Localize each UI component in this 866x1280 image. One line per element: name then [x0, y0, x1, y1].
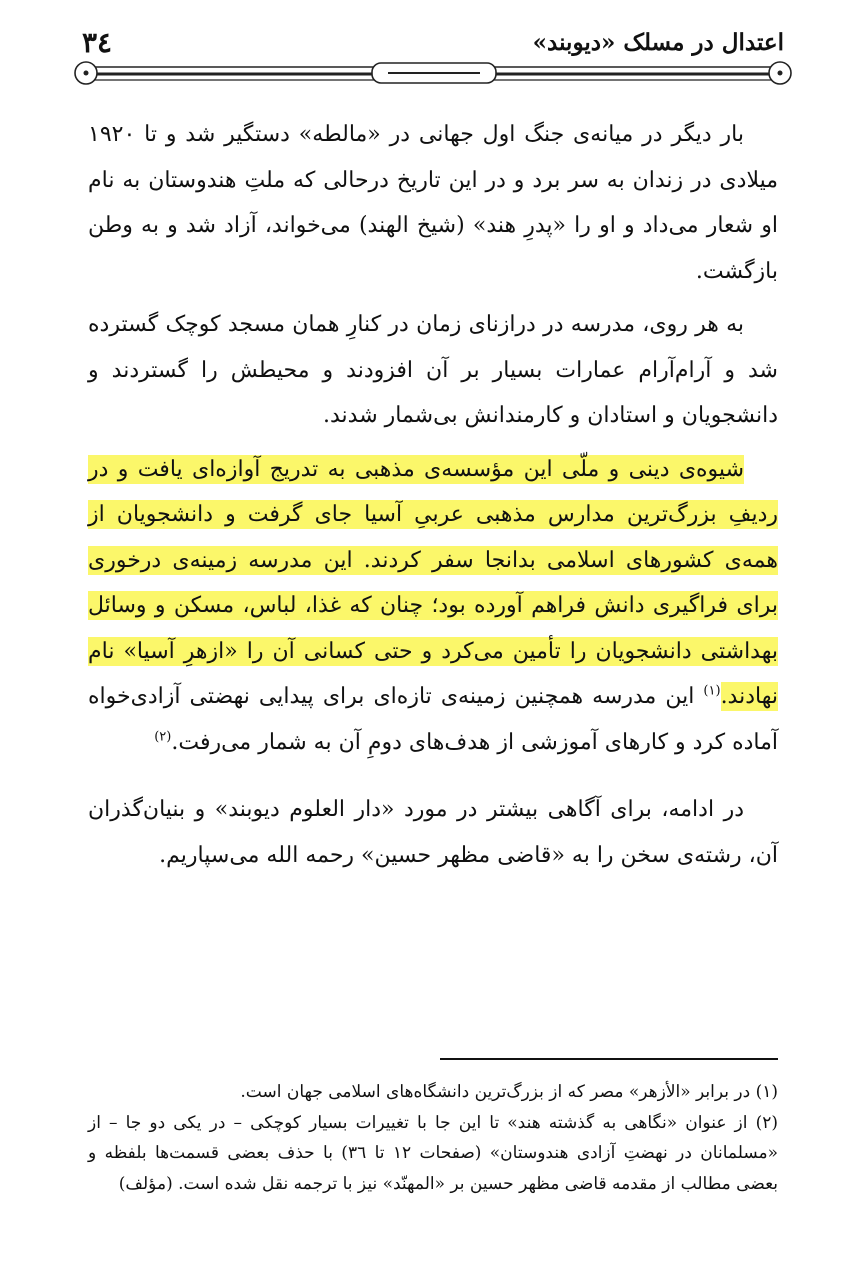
- body-text: [88, 112, 778, 878]
- footnote-1: (١) در برابر «الأزهر» مصر که از بزرگ‌ترین دانشگاه‌های اسلامی جهان است.: [240, 1082, 778, 1102]
- running-title: اعتدال در مسلک «دیوبند»: [532, 28, 784, 56]
- ornamental-header-rule: [72, 58, 794, 86]
- footnote-ref-1[interactable]: (١): [703, 683, 721, 699]
- footnote-ref-2[interactable]: (٢): [154, 729, 172, 745]
- paragraph-2: به هر روی، مدرسه در درازنای زمان در کنارِ همان مسجد کوچک گسترده شد و آرام‌آرام عمارات بسیار بر آن افزودند و محیطش را گستردند و دانشجویان و استادان و کارمندانش بی‌شمار شدند.: [88, 312, 778, 428]
- page-number: ٣٤: [82, 25, 113, 59]
- footnote-separator: [440, 1058, 778, 1060]
- page-header: [82, 22, 784, 62]
- paragraph-4: در ادامه، برای آگاهی بیشتر در مورد «دار العلوم دیوبند» و بنیان‌گذران آن، رشته‌ی سخن را به «قاضی مظهر حسین» رحمه الله می‌سپاریم.: [88, 797, 778, 868]
- paragraph-3-rest: این مدرسه همچنین زمینه‌ی تازه‌ای برای پیدایی نهضتی آزادی‌خواه آماده کرد و کارهای آموزشی از هدف‌های دومِ آن به شمار می‌رفت.: [88, 684, 778, 755]
- footnote-2: (٢) از عنوان «نگاهی به گذشته هند» تا این جا با تغییرات بسیار کوچکی – در یکی دو جا – از «مسلمانان در نهضتِ آزادی هندوستان» (صفحات ١٢ تا ٣٦) با حذف بعضی قسمت‌ها بلفظه و بعضی مطالب از مقدمه قاضی مظهر حسین بر «المهنّد» نیز با ترجمه نقل شده است. (مؤلف): [88, 1112, 778, 1194]
- paragraph-3: [88, 447, 778, 766]
- paragraph-1: بار دیگر در میانه‌ی جنگ اول جهانی در «مالطه» دستگیر شد و تا ۱۹۲۰ میلادی در زندان به سر برد و در این تاریخ درحالی که ملتِ هندوستان به نام او شعار می‌داد و او را «پدرِ هند» (شیخ الهند) می‌خواند، آزاد شد و به وطن بازگشت.: [88, 122, 778, 284]
- highlighted-passage: شیوه‌ی دینی و ملّی این مؤسسه‌ی مذهبی به تدریج آوازه‌ای یافت و در ردیفِ بزرگ‌ترین مدارس مذهبی عربیِ آسیا جای گرفت و دانشجویان از همه‌ی کشورهای اسلامی بدانجا سفر کردند. این مدرسه زمینه‌ی درخوری برای فراگیری دانش فراهم آورده بود؛ چنان که غذا، لباس، مسکن و وسائل بهداشتی دانشجویان را تأمین می‌کرد و حتی کسانی آن را «ازهرِ آسیا» نام نهادند.: [88, 456, 778, 709]
- footnotes: [88, 1077, 778, 1199]
